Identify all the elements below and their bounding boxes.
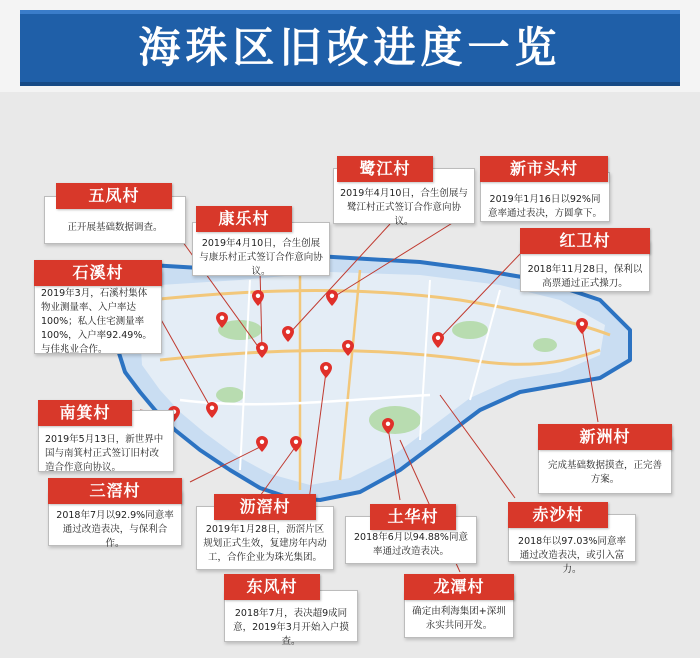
village-name-label[interactable]: 沥滘村 [214,494,316,520]
map-pin-icon[interactable] [382,418,394,434]
map-pin-icon[interactable] [576,318,588,334]
village-status: 2019年1月28日，沥滘片区规划正式生效，复建房年内动工，合作企业为珠光集团。 [203,524,327,563]
village-status: 正开展基础数据调查。 [67,222,163,233]
village-name-label[interactable]: 东风村 [224,574,320,600]
village-status: 2019年4月10日，合生创展与康乐村正式签订合作意向协议。 [199,238,323,277]
village-name-label[interactable]: 土华村 [370,504,456,530]
village-status: 2019年4月10日，合生创展与鹭江村正式签订合作意向协议。 [340,188,468,227]
village-status: 2018年11月28日，保利以高票通过正式操刀。 [527,264,643,289]
village-name-label[interactable]: 鹭江村 [337,156,433,182]
map-pin-icon[interactable] [252,290,264,306]
map-pin-icon[interactable] [256,436,268,452]
map-pin-icon[interactable] [216,312,228,328]
map-pin-icon[interactable] [320,362,332,378]
map-pin-icon[interactable] [342,340,354,356]
village-name-label[interactable]: 龙潭村 [404,574,514,600]
village-status: 2018年7月以92.9%同意率通过改造表决，与保利合作。 [56,510,174,549]
village-name-label[interactable]: 新市头村 [480,156,608,182]
map-pin-icon[interactable] [432,332,444,348]
village-name-label[interactable]: 三滘村 [48,478,182,504]
village-name-label[interactable]: 南箕村 [38,400,132,426]
village-name-label[interactable]: 红卫村 [520,228,650,254]
village-name-label[interactable]: 五凤村 [56,183,172,209]
village-status: 2018年6月以94.88%同意率通过改造表决。 [354,532,468,557]
village-status: 2018年7月，表决超9成同意，2019年3月开始入户摸查。 [233,608,349,647]
village-name-label[interactable]: 康乐村 [196,206,292,232]
map-pin-icon[interactable] [326,290,338,306]
village-status: 确定由利海集团+深圳永实共同开发。 [412,606,506,631]
village-name-label[interactable]: 新洲村 [538,424,672,450]
village-name-label[interactable]: 石溪村 [34,260,162,286]
village-status: 2018年以97.03%同意率通过改造表决，或引入富力。 [518,536,626,575]
village-name-label[interactable]: 赤沙村 [508,502,608,528]
village-status: 完成基础数据摸查，正完善方案。 [547,460,662,485]
map-pin-icon[interactable] [256,342,268,358]
map-pin-icon[interactable] [290,436,302,452]
village-status: 2019年3月，石溪村集体物业测量率、入户率达100%；私人住宅测量率100%，入户率92.49%。与佳兆业合作。 [41,288,152,355]
map-pin-icon[interactable] [206,402,218,418]
page-title: 海珠区旧改进度一览 [138,23,562,72]
map-pin-icon[interactable] [282,326,294,342]
village-status: 2019年5月13日，新世界中国与南箕村正式签订旧村改造合作意向协议。 [45,434,164,473]
village-status: 2019年1月16日以92%同意率通过表决，方圆拿下。 [487,194,602,219]
